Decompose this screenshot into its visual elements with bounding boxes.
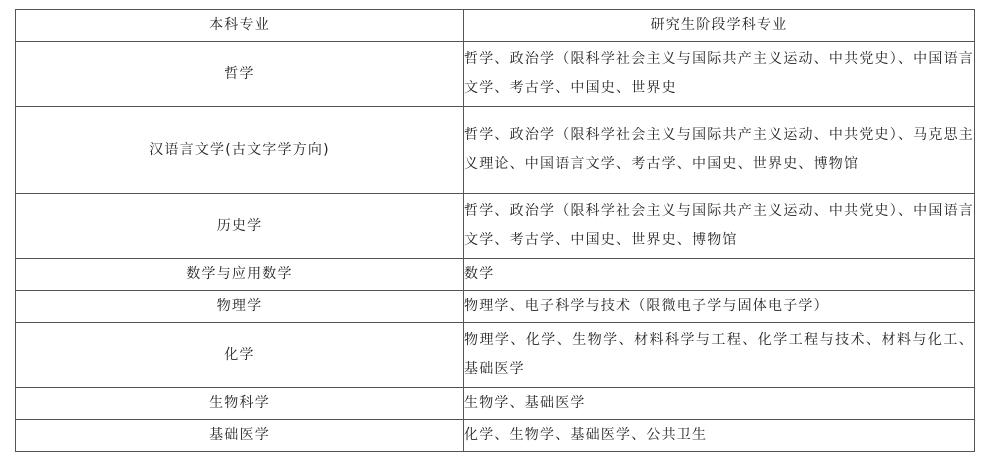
undergrad-major-cell: 生物科学	[16, 388, 464, 420]
undergrad-major-cell: 哲学	[16, 42, 464, 107]
grad-major-cell: 化学、生物学、基础医学、公共卫生	[464, 420, 975, 452]
table-row	[16, 194, 975, 259]
table-row	[16, 323, 975, 388]
table-row	[16, 291, 975, 323]
grad-major-cell: 物理学、化学、生物学、材料科学与工程、化学工程与技术、材料与化工、基础医学	[464, 323, 975, 388]
grad-major-cell: 哲学、政治学（限科学社会主义与国际共产主义运动、中共党史）、马克思主义理论、中国语言文学、考古学、中国史、世界史、博物馆	[464, 107, 975, 194]
table-row	[16, 259, 975, 291]
undergrad-major-cell: 汉语言文学(古文字学方向)	[16, 107, 464, 194]
grad-major-cell: 生物学、基础医学	[464, 388, 975, 420]
header-undergrad-major: 本科专业	[16, 10, 464, 42]
grad-major-cell: 哲学、政治学（限科学社会主义与国际共产主义运动、中共党史）、中国语言文学、考古学、中国史、世界史、博物馆	[464, 194, 975, 259]
table-row	[16, 107, 975, 194]
undergrad-major-cell: 数学与应用数学	[16, 259, 464, 291]
major-mapping-table	[15, 9, 975, 452]
undergrad-major-cell: 物理学	[16, 291, 464, 323]
undergrad-major-cell: 历史学	[16, 194, 464, 259]
table-row	[16, 42, 975, 107]
undergrad-major-cell: 基础医学	[16, 420, 464, 452]
table-row	[16, 388, 975, 420]
undergrad-major-cell: 化学	[16, 323, 464, 388]
header-grad-major: 研究生阶段学科专业	[464, 10, 975, 42]
grad-major-cell: 哲学、政治学（限科学社会主义与国际共产主义运动、中共党史）、中国语言文学、考古学、中国史、世界史	[464, 42, 975, 107]
table-header-row	[16, 10, 975, 42]
grad-major-cell: 物理学、电子科学与技术（限微电子学与固体电子学）	[464, 291, 975, 323]
grad-major-cell: 数学	[464, 259, 975, 291]
